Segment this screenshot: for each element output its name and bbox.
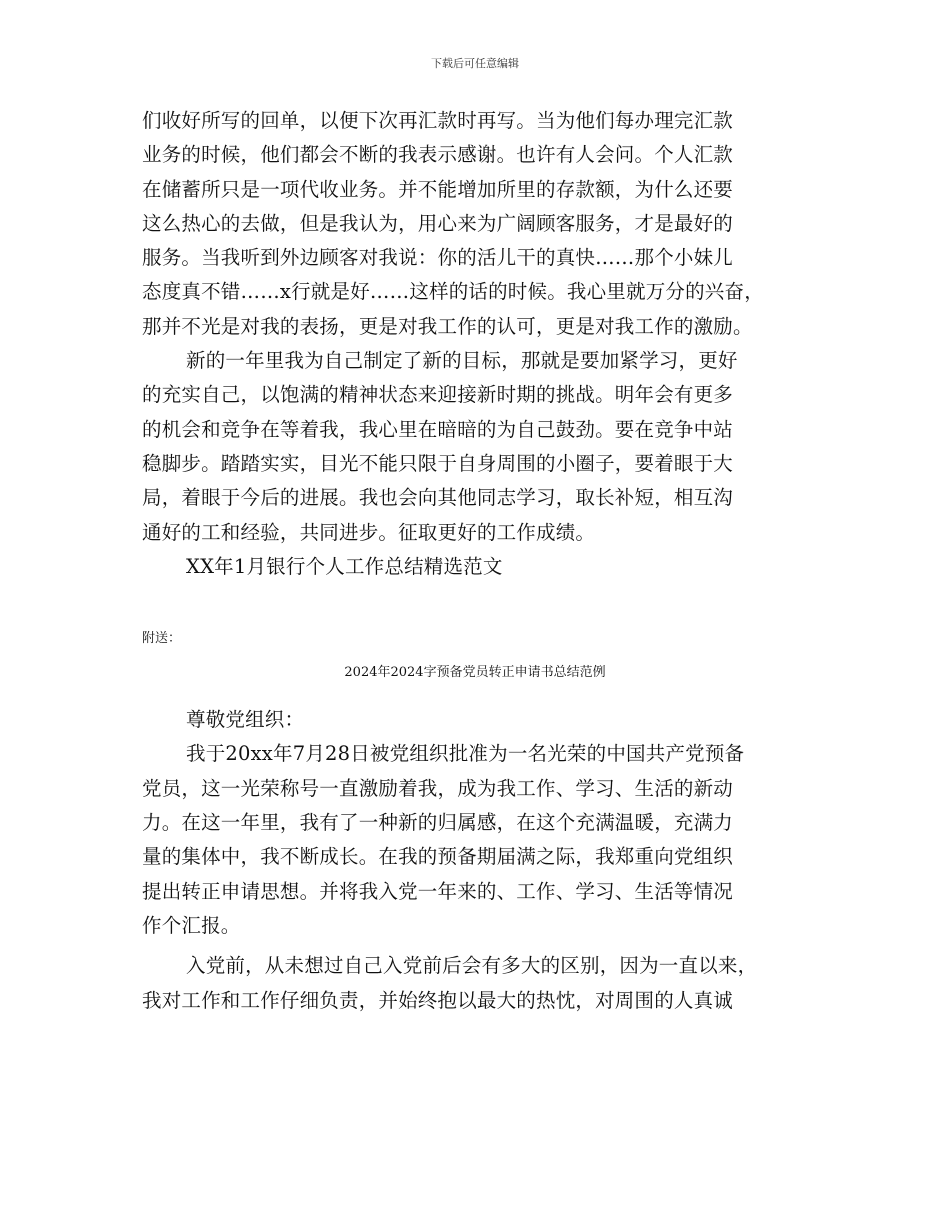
text-line: 这么热心的去做，但是我认为，用心来为广阔顾客服务，才是最好的 <box>142 211 734 235</box>
text-line: 们收好所写的回单，以便下次再汇款时再写。当为他们每办理完汇款 <box>142 109 734 132</box>
text-line: 新的一年里我为自己制定了新的目标，那就是要加紧学习，更好 <box>186 349 738 373</box>
text-line: 我对工作和工作仔细负责，并始终抱以最大的热忱，对周围的人真诚 <box>142 988 734 1012</box>
paragraph-probation-intro <box>142 737 832 943</box>
text-line: 我于20xx年7月28日被党组织批准为一名光荣的中国共产党预备 <box>186 742 745 766</box>
section-spacer <box>142 584 832 627</box>
text-line: 党员，这一光荣称号一直激励着我，成为我工作、学习、生活的新动 <box>142 776 734 800</box>
text-line: 服务。当我听到外边顾客对我说：你的活儿干的真快……那个小妹儿 <box>142 246 734 270</box>
paragraph-new-year-goals <box>142 344 832 550</box>
text-line: 的机会和竞争在等着我，我心里在暗暗的为自己鼓劲。要在竞争中站 <box>142 417 734 441</box>
text-line: 力。在这一年里，我有了一种新的归属感，在这个充满温暖，充满力 <box>142 811 734 835</box>
appendix-title: 2024年2024字预备党员转正申请书总结范例 <box>344 665 606 681</box>
text-line: 业务的时候，他们都会不断的我表示感谢。也许有人会问。个人汇款 <box>142 143 734 167</box>
document-body <box>142 104 832 1018</box>
text-line: 在储蓄所只是一项代收业务。并不能增加所里的存款额，为什么还要 <box>142 177 734 201</box>
salutation: 尊敬党组织： <box>186 708 305 732</box>
paragraph-before-joining <box>142 949 832 1018</box>
text-line: 的充实自己，以饱满的精神状态来迎接新时期的挑战。明年会有更多 <box>142 383 734 407</box>
text-line: 提出转正申请思想。并将我入党一年来的、工作、学习、生活等情况 <box>142 879 734 903</box>
text-line: 稳脚步。踏踏实实，目光不能只限于自身周围的小圈子，要着眼于大 <box>142 451 734 475</box>
paragraph-remittance <box>142 104 832 344</box>
page-header: 下载后可任意编辑 <box>431 57 519 70</box>
text-line: 入党前，从未想过自己入党前后会有多大的区别，因为一直以来， <box>186 954 758 978</box>
closing-title: XX年1月银行个人工作总结精选范文 <box>186 554 503 578</box>
text-line: 那并不光是对我的表扬，更是对我工作的认可，更是对我工作的激励。 <box>142 314 753 338</box>
appendix-label: 附送： <box>142 631 182 647</box>
text-line: 量的集体中，我不断成长。在我的预备期届满之际，我郑重向党组织 <box>142 845 734 869</box>
text-line: 局，着眼于今后的进展。我也会向其他同志学习，取长补短，相互沟 <box>142 486 734 510</box>
text-line: 态度真不错……x行就是好……这样的话的时候。我心里就万分的兴奋， <box>142 280 764 304</box>
text-line: 作个汇报。 <box>142 913 241 937</box>
text-line: 通好的工和经验，共同进步。征取更好的工作成绩。 <box>142 520 596 544</box>
